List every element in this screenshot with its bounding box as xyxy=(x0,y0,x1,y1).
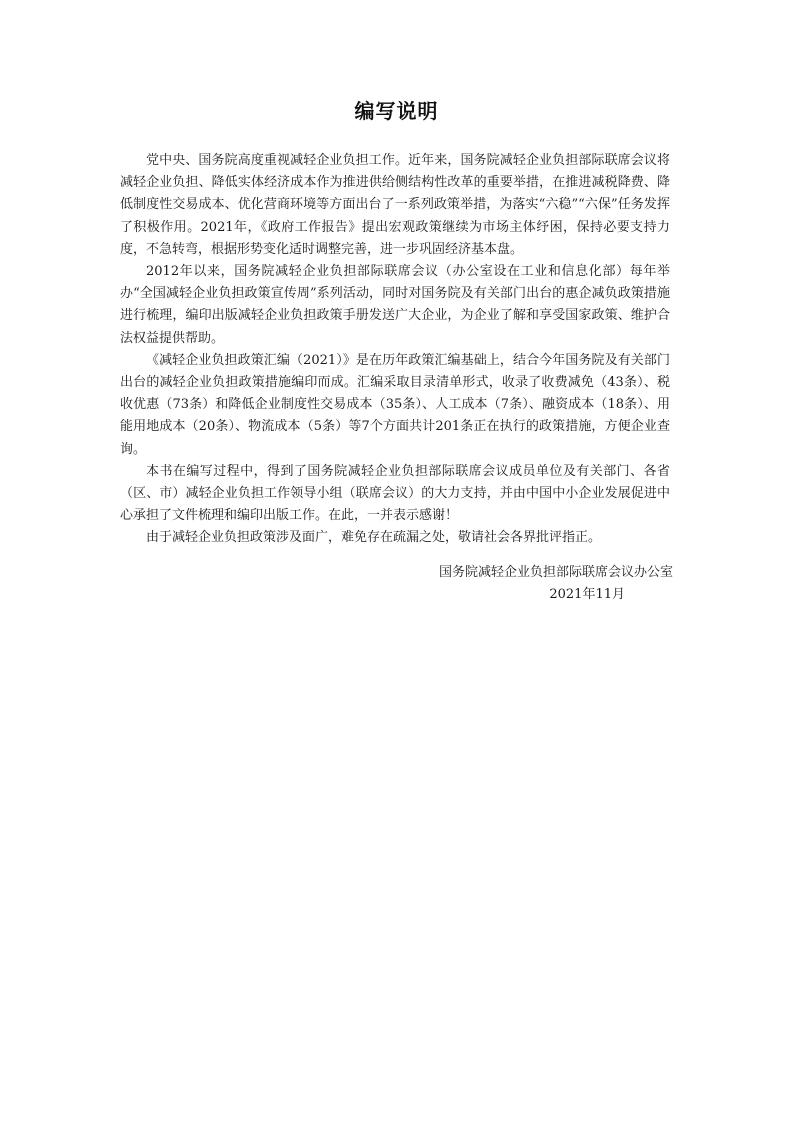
paragraph-1: 党中央、国务院高度重视减轻企业负担工作。近年来，国务院减轻企业负担部际联席会议将减轻企业负担、降低实体经济成本作为推进供给侧结构性改革的重要举措，在推进减税降费、降低制度性交易成本、优化营商环境等方面出台了一系列政策举措，为落实“六稳”“六保”任务发挥了积极作用。2021年，《政府工作报告》提出宏观政策继续为市场主体纾困，保持必要支持力度，不急转弯，根据形势变化适时调整完善，进一步巩固经济基本盘。 xyxy=(120,153,670,257)
paragraph-2: 2012年以来，国务院减轻企业负担部际联席会议（办公室设在工业和信息化部）每年举办“全国减轻企业负担政策宣传周”系列活动，同时对国务院及有关部门出台的惠企减负政策措施进行梳理，编印出版减轻企业负担政策手册发送广大企业，为企业了解和享受国家政策、维护合法权益提供帮助。 xyxy=(120,264,670,346)
signature-block xyxy=(373,562,673,606)
paragraph-4: 本书在编写过程中，得到了国务院减轻企业负担部际联席会议成员单位及有关部门、各省（区、市）减轻企业负担工作领导小组（联席会议）的大力支持，并由中国中小企业发展促进中心承担了文件梳理和编印出版工作。在此，一并表示感谢！ xyxy=(120,463,670,524)
page-title: 编写说明 xyxy=(354,99,439,123)
signature-organization: 国务院减轻企业负担部际联席会议办公室 xyxy=(438,565,673,580)
signature-date: 2021年11月 xyxy=(549,587,625,602)
paragraph-3: 《减轻企业负担政策汇编（2021）》是在历年政策汇编基础上，结合今年国务院及有关部门出台的减轻企业负担政策措施编印而成。汇编采取目录清单形式，收录了收费减免（43条）、税收优惠（73条）和降低企业制度性交易成本（35条）、人工成本（7条）、融资成本（18条）、用能用地成本（20条）、物流成本（5条）等7个方面共计201条正在执行的政策措施，方便企业查询。 xyxy=(120,352,670,457)
paragraph-5: 由于减轻企业负担政策涉及面广，难免存在疏漏之处，敬请社会各界批评指正。 xyxy=(146,530,602,546)
document-body xyxy=(120,150,670,550)
